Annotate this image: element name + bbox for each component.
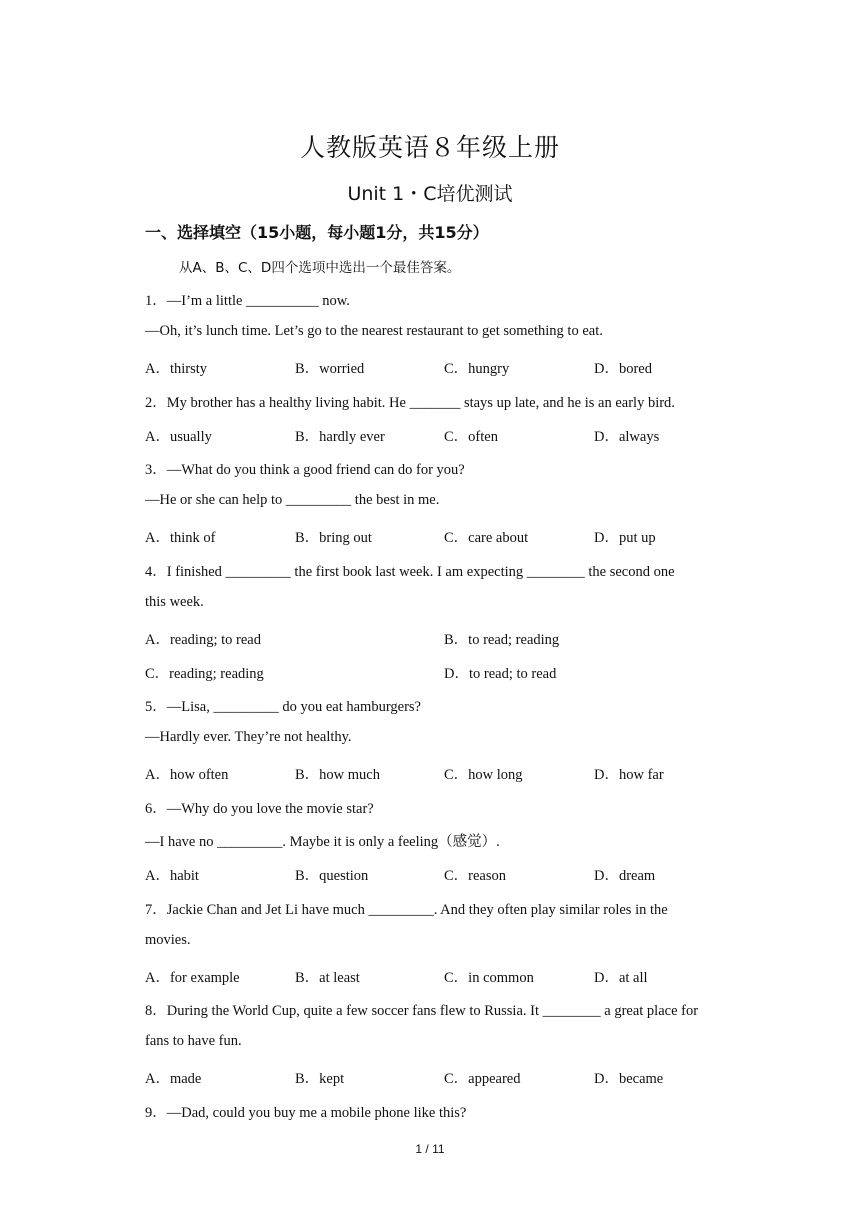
question-4-option-b: B．to read; reading bbox=[444, 632, 560, 648]
question-8-option-c: C．appeared bbox=[444, 1071, 521, 1087]
question-2-option-d: D．always bbox=[594, 429, 660, 445]
question-5-option-d: D．how far bbox=[594, 767, 664, 783]
question-2-option-a: A．usually bbox=[145, 429, 212, 445]
question-4-line-1: 4．I finished _________ the first book last week. I am expecting ________ the second one bbox=[145, 564, 675, 580]
section-heading: 一、选择填空（15小题，每小题1分，共15分） bbox=[145, 223, 489, 242]
question-4-option-d: D．to read; to read bbox=[444, 666, 557, 682]
question-3-line-2: —He or she can help to _________ the best in me. bbox=[145, 492, 440, 508]
question-5-option-b: B．how much bbox=[295, 767, 380, 783]
question-4-option-a: A．reading; to read bbox=[145, 632, 261, 648]
page-indicator: 1 / 11 bbox=[415, 1142, 445, 1156]
question-1-option-d: D．bored bbox=[594, 361, 652, 377]
question-6-line-1: 6．—Why do you love the movie star? bbox=[145, 801, 374, 817]
question-7-line-1: 7．Jackie Chan and Jet Li have much _________. And they often play similar roles in the bbox=[145, 902, 668, 918]
question-8-option-a: A．made bbox=[145, 1071, 202, 1087]
question-7-option-b: B．at least bbox=[295, 970, 360, 986]
question-3-option-c: C．care about bbox=[444, 530, 529, 546]
question-1-line-1: 1．—I’m a little __________ now. bbox=[145, 293, 350, 309]
question-5-option-a: A．how often bbox=[145, 767, 229, 783]
question-5-option-c: C．how long bbox=[444, 767, 523, 783]
question-6-option-c: C．reason bbox=[444, 868, 507, 884]
question-8-line-2: fans to have fun. bbox=[145, 1033, 242, 1049]
question-8-option-b: B．kept bbox=[295, 1071, 345, 1087]
question-3-option-b: B．bring out bbox=[295, 530, 372, 546]
section-instruction: 从A、B、C、D四个选项中选出一个最佳答案。 bbox=[179, 260, 461, 276]
question-4-line-2: this week. bbox=[145, 594, 204, 610]
question-3-option-a: A．think of bbox=[145, 530, 216, 546]
question-5-line-2: —Hardly ever. They’re not healthy. bbox=[145, 729, 352, 745]
question-3-option-d: D．put up bbox=[594, 530, 656, 546]
question-6-option-d: D．dream bbox=[594, 868, 656, 884]
question-1-option-b: B．worried bbox=[295, 361, 365, 377]
question-2-option-b: B．hardly ever bbox=[295, 429, 385, 445]
question-4-option-c: C．reading; reading bbox=[145, 666, 264, 682]
question-6-line-2: —I have no _________. Maybe it is only a feeling（感觉）. bbox=[145, 834, 500, 850]
question-1-line-2: —Oh, it’s lunch time. Let’s go to the nearest restaurant to get something to eat. bbox=[145, 323, 603, 339]
question-7-option-a: A．for example bbox=[145, 970, 240, 986]
question-3-line-1: 3．—What do you think a good friend can do for you? bbox=[145, 462, 465, 478]
question-6-option-a: A．habit bbox=[145, 868, 199, 884]
question-7-line-2: movies. bbox=[145, 932, 191, 948]
question-8-line-1: 8．During the World Cup, quite a few soccer fans flew to Russia. It ________ a great place for bbox=[145, 1003, 699, 1019]
question-5-line-1: 5．—Lisa, _________ do you eat hamburgers? bbox=[145, 699, 421, 715]
question-7-option-c: C．in common bbox=[444, 970, 534, 986]
page-title: 人教版英语８年级上册 bbox=[299, 133, 560, 162]
page-subtitle: Unit 1・C培优测试 bbox=[347, 183, 513, 205]
question-2-option-c: C．often bbox=[444, 429, 498, 445]
question-9-line-1: 9．—Dad, could you buy me a mobile phone like this? bbox=[145, 1105, 467, 1121]
question-7-option-d: D．at all bbox=[594, 970, 648, 986]
question-8-option-d: D．became bbox=[594, 1071, 664, 1087]
question-1-option-c: C．hungry bbox=[444, 361, 510, 377]
question-1-option-a: A．thirsty bbox=[145, 361, 208, 377]
question-2-line-1: 2．My brother has a healthy living habit. He _______ stays up late, and he is an early bird. bbox=[145, 395, 675, 411]
question-6-option-b: B．question bbox=[295, 868, 369, 884]
